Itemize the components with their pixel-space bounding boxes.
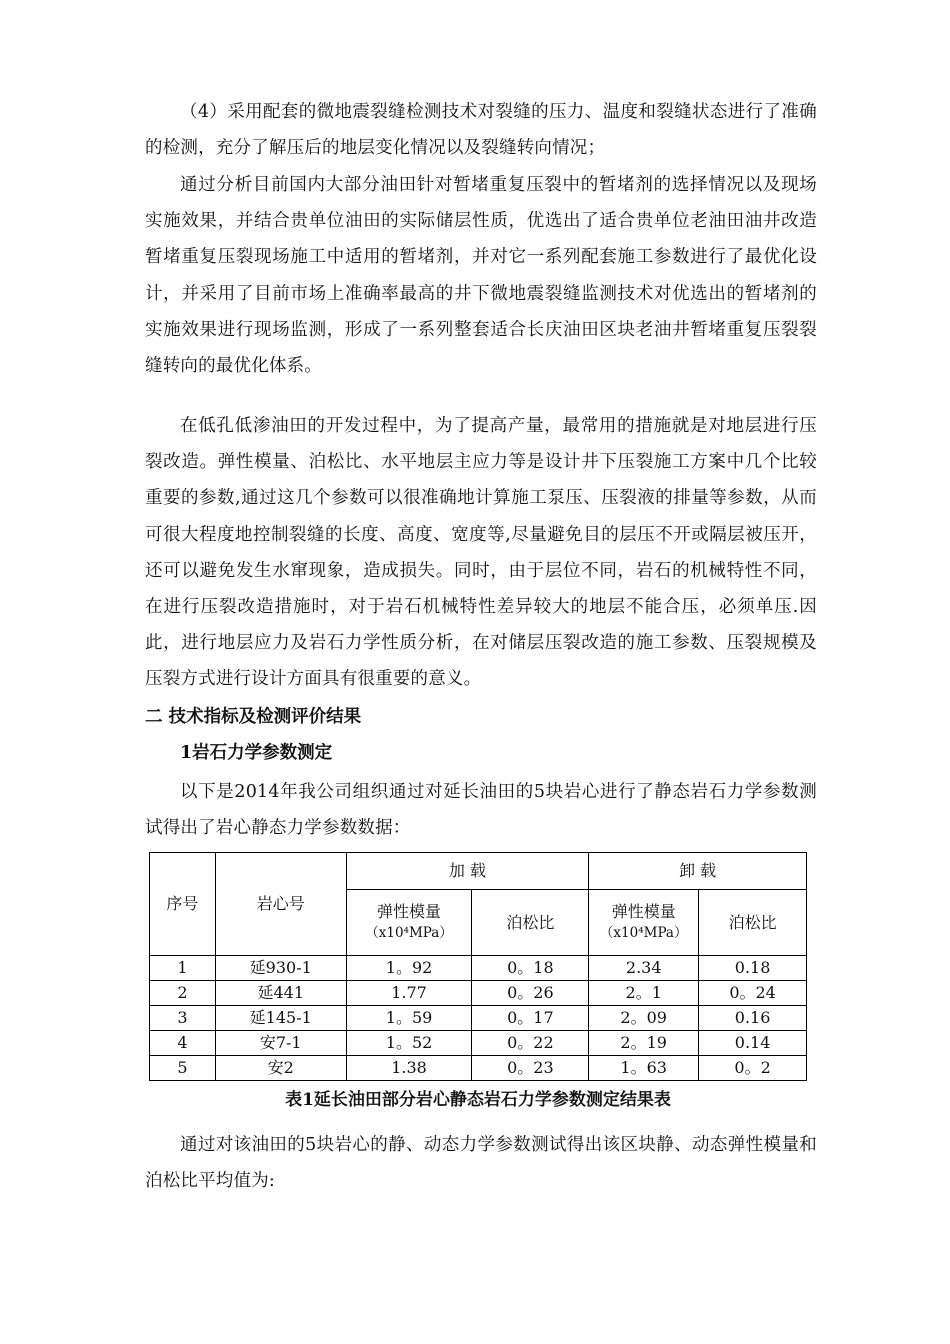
cell-load-poisson: 0。23: [472, 1056, 589, 1081]
cell-load-modulus: 1.38: [346, 1056, 472, 1081]
table-caption: 表1延长油田部分岩心静态岩石力学参数测定结果表: [285, 1090, 671, 1110]
table-row: [150, 1031, 807, 1056]
paragraph-temporary-plugging: 通过分析目前国内大部分油田针对暂堵重复压裂中的暂堵剂的选择情况以及现场实施效果，并结合贵单位油田的实际储层性质，优选出了适合贵单位老油田油井改造暂堵重复压裂现场施工中适用的暂堵剂，并对它一系列配套施工参数进行了最优化设计，并采用了目前市场上准确率最高的井下微地震裂缝监测技术对优选出的暂堵剂的实施效果进行现场监测，形成了一系列整套适合长庆油田区块老油井暂堵重复压裂裂缝转向的最优化体系。: [145, 175, 817, 377]
cell-unload-poisson: 0.14: [699, 1031, 807, 1056]
cell-load-poisson: 0。22: [472, 1031, 589, 1056]
cell-unload-poisson: 0.16: [699, 1006, 807, 1031]
modulus-label: 弹性模量: [611, 902, 676, 921]
cell-seq: 2: [150, 981, 216, 1006]
modulus-label: 弹性模量: [377, 902, 442, 921]
cell-load-poisson: 0。18: [472, 956, 589, 981]
paragraph-fracture-monitoring: （4）采用配套的微地震裂缝检测技术对裂缝的压力、温度和裂缝状态进行了准确的检测，充分了解压后的地层变化情况以及裂缝转向情况；: [145, 102, 817, 159]
table-header-row: [150, 853, 807, 890]
cell-core: 延930-1: [215, 956, 346, 981]
table-row: [150, 1006, 807, 1031]
cell-core: 延145-1: [215, 1006, 346, 1031]
cell-seq: 3: [150, 1006, 216, 1031]
cell-seq: 5: [150, 1056, 216, 1081]
header-load-poisson: 泊松比: [472, 890, 589, 956]
header-load: 加 载: [346, 853, 589, 890]
cell-core: 安7-1: [215, 1031, 346, 1056]
cell-unload-poisson: 0。24: [699, 981, 807, 1006]
header-seq: 序号: [150, 853, 216, 956]
table-row: [150, 1056, 807, 1081]
cell-seq: 4: [150, 1031, 216, 1056]
cell-load-poisson: 0。26: [472, 981, 589, 1006]
sub-heading: 1岩石力学参数测定: [180, 743, 333, 763]
cell-unload-poisson: 0.18: [699, 956, 807, 981]
paragraph-fracturing-parameters: 在低孔低渗油田的开发过程中，为了提高产量，最常用的措施就是对地层进行压裂改造。弹性模量、泊松比、水平地层主应力等是设计井下压裂施工方案中几个比较重要的参数,通过这几个参数可以很准确地计算施工泵压、压裂液的排量等参数，从而可很大程度地控制裂缝的长度、高度、宽度等,尽量避免目的层压不开或隔层被压开，还可以避免发生水窜现象，造成损失。同时，由于层位不同，岩石的机械特性不同，在进行压裂改造措施时，对于岩石机械特性差异较大的地层不能合压，必须单压.因此，进行地层应力及岩石力学性质分析，在对储层压裂改造的施工参数、压裂规模及压裂方式进行设计方面具有很重要的意义。: [145, 416, 817, 690]
cell-load-modulus: 1。59: [346, 1006, 472, 1031]
cell-unload-modulus: 1。63: [589, 1056, 699, 1081]
cell-load-modulus: 1。92: [346, 956, 472, 981]
section-heading: 二 技术指标及检测评价结果: [145, 707, 362, 727]
header-unload: 卸 载: [589, 853, 807, 890]
table-row: [150, 956, 807, 981]
header-load-modulus: [346, 890, 472, 956]
cell-unload-modulus: 2。1: [589, 981, 699, 1006]
modulus-unit: （x10⁴MPa）: [365, 925, 453, 941]
header-unload-poisson: 泊松比: [699, 890, 807, 956]
cell-unload-modulus: 2.34: [589, 956, 699, 981]
rock-mechanics-table: [149, 852, 807, 1081]
cell-core: 延441: [215, 981, 346, 1006]
cell-unload-modulus: 2。19: [589, 1031, 699, 1056]
cell-unload-modulus: 2。09: [589, 1006, 699, 1031]
cell-load-modulus: 1。52: [346, 1031, 472, 1056]
modulus-unit: （x10⁴MPa）: [599, 925, 688, 941]
header-unload-modulus: [589, 890, 699, 956]
paragraph-closing: 通过对该油田的5块岩心的静、动态力学参数测试得出该区块静、动态弹性模量和泊松比平均值为:: [145, 1135, 817, 1192]
paragraph-intro: 以下是2014年我公司组织通过对延长油田的5块岩心进行了静态岩石力学参数测试得出了岩心静态力学参数数据：: [145, 782, 817, 839]
cell-load-modulus: 1.77: [346, 981, 472, 1006]
cell-unload-poisson: 0。2: [699, 1056, 807, 1081]
cell-seq: 1: [150, 956, 216, 981]
table-row: [150, 981, 807, 1006]
cell-load-poisson: 0。17: [472, 1006, 589, 1031]
header-core: 岩心号: [215, 853, 346, 956]
cell-core: 安2: [215, 1056, 346, 1081]
